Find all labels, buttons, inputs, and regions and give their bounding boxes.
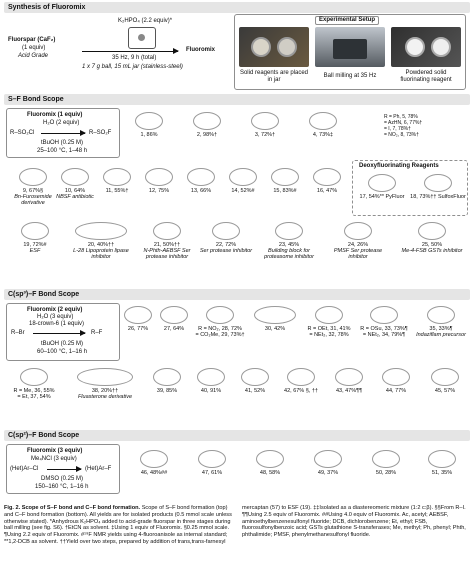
compound-35: 35, 33%¶ Indaziflam precursor [412, 306, 470, 338]
conditions-line-1: 35 Hz, 9 h (total) [112, 55, 157, 61]
reagent-fluorspar: Fluorspar (CaF₂) [8, 37, 56, 43]
section-header-sf: S–F Bond Scope [4, 94, 470, 105]
csp3-conditions-box [6, 303, 120, 361]
reagent-k2hpo4: K₂HPO₄ (2.2 equiv)* [118, 18, 173, 24]
photo-caption-2: Ball milling at 35 Hz [323, 73, 377, 79]
compound-19: 19, 72%# ESF [4, 222, 66, 254]
csp2-conditions-box [6, 444, 120, 494]
compound-30: 30, 42% [250, 306, 300, 332]
compound-15: 15, 83%# [256, 168, 314, 194]
csp3-box-reagent: Fluoromix (2 equiv) [27, 307, 83, 313]
sf-box-water: H₂O (2 equiv) [43, 120, 80, 126]
setup-title: Experimental Setup [315, 16, 379, 25]
compound-13: 13, 66% [172, 168, 230, 194]
compound-3: 3, 72%† [236, 112, 294, 138]
compound-48: 48, 58% [242, 450, 298, 476]
photo-solid-reagents [239, 27, 309, 67]
compound-24: 24, 26% PMSF Ser protease inhibitor [324, 222, 392, 260]
sf-box-reagent: Fluoromix (1 equiv) [27, 112, 83, 118]
experimental-setup-panel [234, 14, 466, 90]
csp3-box-water: H₂O (3 equiv) [37, 314, 74, 320]
compounds-5-8: R = Ph, 5, 78% = AzHN, 6, 77%† = I, 7, 78%† = NO₂, 8, 73%† [384, 114, 423, 138]
csp2-box-solvent: DMSO (0.25 M) [41, 476, 84, 482]
compound-46: 46, 48%## [126, 450, 182, 476]
csp2-box-temp: 150–160 °C, 1–16 h [35, 484, 89, 490]
compound-26: 26, 77% [120, 306, 156, 332]
csp2-box-product: (Het)Ar–F [85, 466, 112, 472]
compound-44: 44, 77% [374, 368, 418, 394]
compound-25: 25, 50% Me-4-FSB GSTs inhibitor [396, 222, 468, 254]
reagent-fluorspar-equiv: (1 equiv) [22, 45, 46, 51]
compound-47: 47, 61% [184, 450, 240, 476]
csp2-box-additive: Me₄NCl (3 equiv) [31, 456, 77, 462]
compound-33-34: R = OSu, 33, 73%¶ = NEt₂, 34, 79%¶ [358, 306, 410, 338]
reagent-acid-grade: Acid Grade [18, 53, 49, 59]
compound-11: 11, 55%† [88, 168, 146, 194]
compound-31-32: R = OEt, 31, 41% = NEt₂, 32, 78% [302, 306, 356, 338]
compound-21: 21, 50%†† N-Phth-AEBSF Ser protease inhibitor [136, 222, 198, 260]
compound-9: 9, 67%§ Bn-Furosemide derivative [4, 168, 62, 206]
figure-caption [4, 505, 470, 546]
compound-41: 41, 52% [234, 368, 276, 394]
compound-4: 4, 73%‡ [294, 112, 352, 138]
sf-box-product: R–SO₂F [89, 130, 112, 136]
photo-caption-3: Powdered solid fluorinating reagent [400, 70, 452, 83]
compound-18: 18, 73%†† SulfoxFluor [409, 174, 467, 200]
csp3-box-substrate: R–Br [11, 330, 25, 336]
compound-16: 16, 47% [298, 168, 356, 194]
csp3-box-temp: 60–100 °C, 1–16 h [37, 349, 88, 355]
compound-49: 49, 37% [300, 450, 356, 476]
ball-mill-jar-icon [128, 27, 156, 49]
sf-box-substrate: R–SO₂Cl [10, 130, 35, 136]
product-fluoromix: Fluoromix [186, 47, 216, 53]
compound-1: 1, 86% [120, 112, 178, 138]
section-header-csp3: C(sp³)–F Bond Scope [4, 289, 470, 300]
compound-12: 12, 75% [130, 168, 188, 194]
compound-36-37: R = Me, 36, 55% = Et, 37, 54% [4, 368, 64, 400]
compound-2: 2, 98%† [178, 112, 236, 138]
compound-50: 50, 28% [358, 450, 414, 476]
sf-conditions-box [6, 108, 120, 158]
photo-caption-1: Solid reagents are placed in jar [239, 70, 309, 83]
compound-23: 23, 45% Building block for proteasome inhibitor [254, 222, 324, 260]
csp3-box-crown: 18-crown-6 (1 equiv) [29, 321, 85, 327]
reaction-arrow-synthesis [82, 51, 178, 52]
caption-title: Fig. 2. Scope of S–F bond and C–F bond formation. [4, 505, 141, 511]
compound-39: 39, 85% [146, 368, 188, 394]
section-header-synthesis: Synthesis of Fluoromix [4, 2, 470, 13]
csp3-arrow [33, 333, 85, 334]
csp3-box-product: R–F [91, 330, 103, 336]
compound-28-29: R = NO₂, 28, 72% = CO₂Me, 29, 73%† [192, 306, 248, 338]
compound-20: 20, 40%†† L-28 Lipoprotein lipase inhibitor [66, 222, 136, 260]
csp2-box-reagent: Fluoromix (3 equiv) [27, 448, 83, 454]
photo-powdered-reagent [391, 27, 461, 67]
photo-ball-mill [315, 27, 385, 67]
compound-10: 10, 64% NBSF antibiotic [46, 168, 104, 200]
caption-body: Scope of S–F bond formation (top) and C–F bond formation (bottom). All yields are for isolated products (0.5 mmol scale unless otherwise stated). *Anhydrous K₂HPO₄ added to acid-grade fluorspar in three stages during ball milling (see fig. S6). †EtCN as solvent. ‡Using 1 equiv of Fluoromix. §0.25 mmol scale. ¶Using 2.2 equiv of Fluoromix. #¹⁹F NMR yields using 4-fluoroanisole as internal standard; **1,2-DCB as solvent. ††Yield over two steps, prepared by addition of trans,trans-farnesyl mercaptan (57) to ESF (19). ‡‡Isolated as a diastereomeric mixture (1:2 c:β). §§From R–I. ¶¶Using 2.5 equiv of Fluoromix. ##Using 4.0 equiv of Fluoromix. Ac, acetyl; AEBSF, aminoethylbenzenesulfonyl fluoride; DCB, dichlorobenzene; Et, ethyl; FSB, fluorosulfonylbenzoic acid; GSTs glutathione S-transferases; Me, methyl; Ph, phenyl; Phth, phthalimide; PMSF, phenylmethanesulfonyl fluoride. [4, 505, 466, 545]
compound-22: 22, 72% Ser protease inhibitor [198, 222, 254, 254]
compound-40: 40, 91% [190, 368, 232, 394]
conditions-line-2: 1 x 7 g ball, 15 mL jar (stainless-steel) [82, 64, 183, 70]
compound-42: 42, 67% §, †† [278, 368, 324, 394]
csp2-arrow [47, 469, 81, 470]
compound-17: 17, 54%** PyFluor [353, 174, 411, 200]
compound-51: 51, 35% [414, 450, 470, 476]
compound-27: 27, 64% [156, 306, 192, 332]
deoxy-title: Deoxyfluorinating Reagents [359, 163, 439, 169]
sf-box-solvent: tBuOH (0.25 M) [41, 140, 84, 146]
sf-arrow [41, 133, 85, 134]
csp2-box-substrate: (Het)Ar–Cl [10, 466, 39, 472]
sf-box-temp: 25–100 °C, 1–48 h [37, 148, 88, 154]
deoxyfluorinating-reagents-box [352, 160, 468, 216]
compound-45: 45, 57% [420, 368, 470, 394]
section-header-csp2: C(sp²)–F Bond Scope [4, 430, 470, 441]
compound-14: 14, 52%# [214, 168, 272, 194]
compound-43: 43, 47%¶¶ [326, 368, 372, 394]
compound-38: 38, 20%†† Fluasterone derivative [66, 368, 144, 400]
csp3-box-solvent: tBuOH (0.25 M) [41, 341, 84, 347]
